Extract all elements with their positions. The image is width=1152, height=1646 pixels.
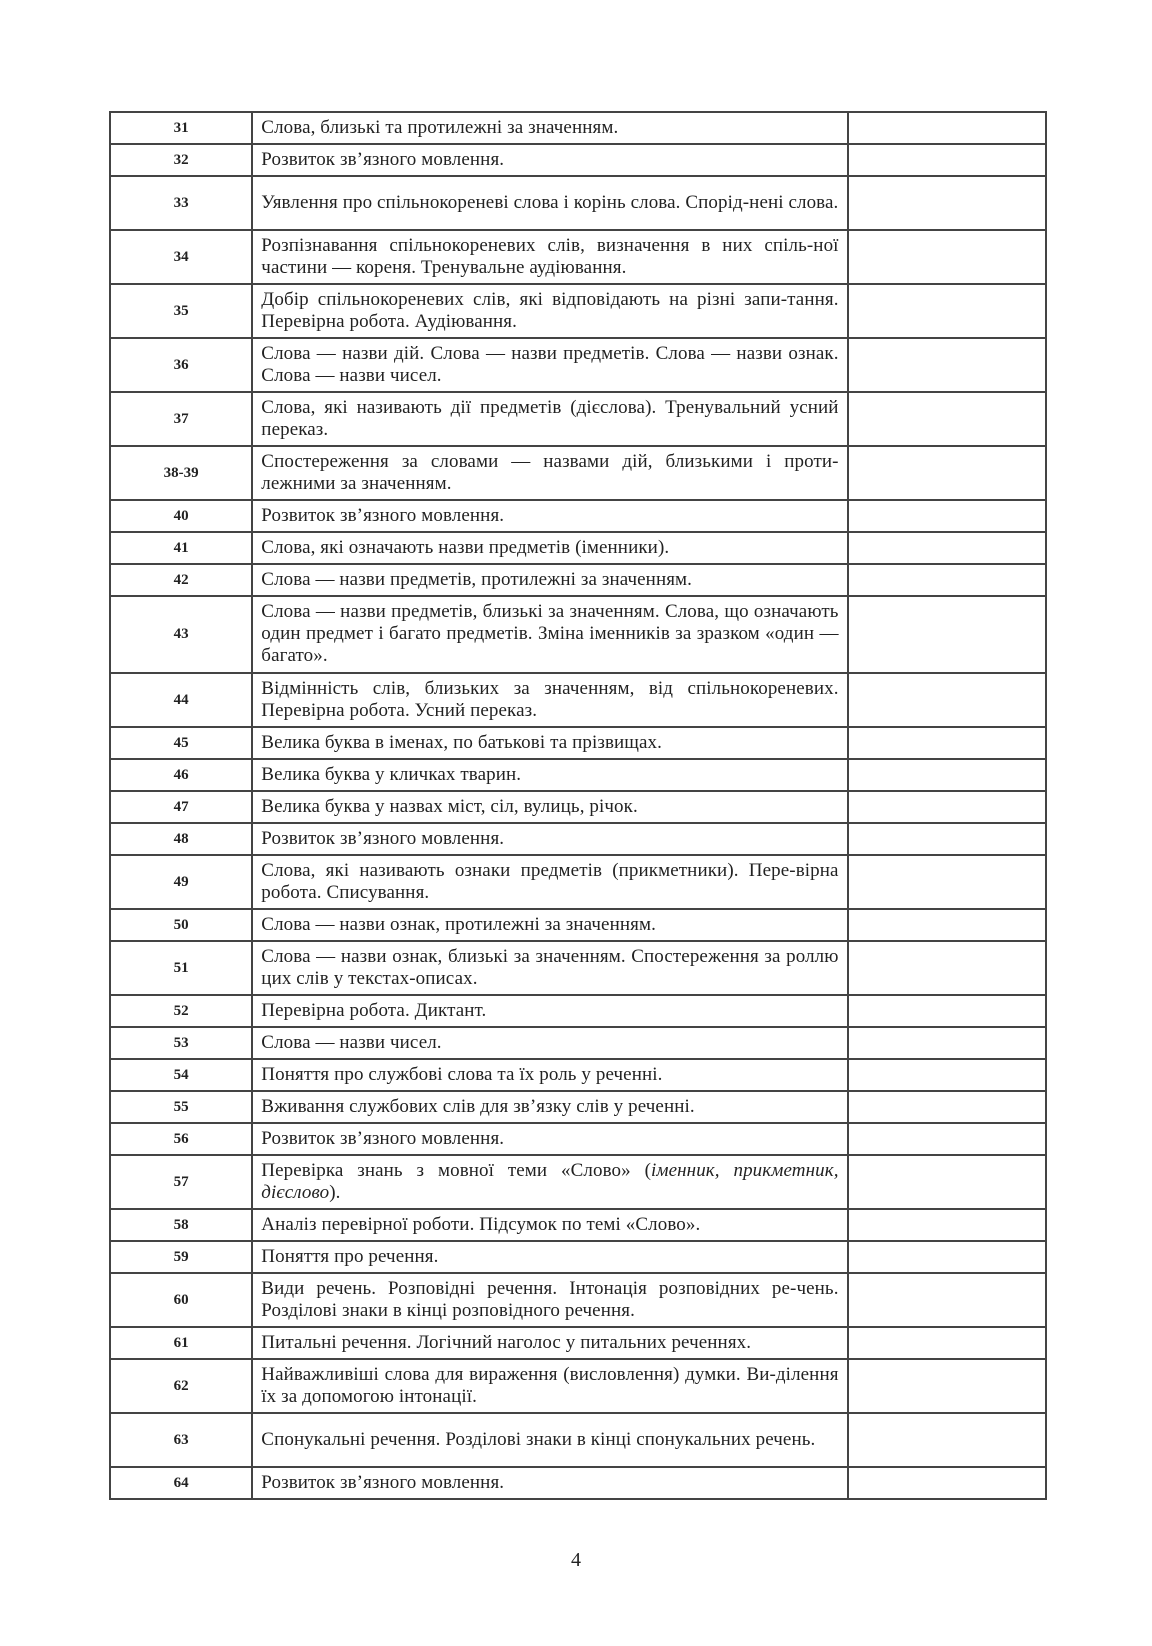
- lesson-topic: [252, 176, 847, 230]
- table-row: [110, 1359, 1046, 1413]
- table-row: [110, 176, 1046, 230]
- notes-cell: [848, 112, 1046, 144]
- notes-cell: [848, 1327, 1046, 1359]
- table-row: [110, 564, 1046, 596]
- lesson-topic-text: Найважливіші слова для вираження (висловлення) думки. Ви-ділення їх за допомогою інтонації.: [261, 1363, 839, 1407]
- lesson-topic-text: Слова — назви чисел.: [261, 1031, 442, 1053]
- table-row: [110, 727, 1046, 759]
- lesson-number: 64: [110, 1467, 252, 1499]
- table-row: [110, 1241, 1046, 1273]
- notes-cell: [848, 1209, 1046, 1241]
- lesson-topic-text: Уявлення про спільнокореневі слова і корінь слова. Спорід-нені слова.: [261, 191, 839, 213]
- lesson-topic-text: Спонукальні речення. Розділові знаки в кінці спонукальних речень.: [261, 1428, 816, 1450]
- lesson-number: 42: [110, 564, 252, 596]
- lesson-topic-text: Розвиток зв’язного мовлення.: [261, 827, 505, 849]
- lesson-topic-text: Спостереження за словами — назвами дій, близькими і проти-лежними за значенням.: [261, 450, 839, 494]
- lesson-topic-text: Аналіз перевірної роботи. Підсумок по темі «Слово».: [261, 1213, 701, 1235]
- table-row: [110, 823, 1046, 855]
- table-row: [110, 1091, 1046, 1123]
- lesson-topic-text: Розвиток зв’язного мовлення.: [261, 1471, 505, 1493]
- notes-cell: [848, 338, 1046, 392]
- notes-cell: [848, 284, 1046, 338]
- lesson-topic-text: Розпізнавання спільнокореневих слів, визначення в них спіль-ної частини — кореня. Тренувальне аудіювання.: [261, 234, 839, 278]
- table-row: [110, 909, 1046, 941]
- notes-cell: [848, 230, 1046, 284]
- lesson-topic-text: Слова — назви ознак, протилежні за значенням.: [261, 913, 656, 935]
- table-row: [110, 230, 1046, 284]
- lesson-topic: [252, 564, 847, 596]
- lesson-number: 38-39: [110, 446, 252, 500]
- lesson-number: 49: [110, 855, 252, 909]
- table-row: [110, 392, 1046, 446]
- table-row: [110, 112, 1046, 144]
- lesson-topic-text: Слова, які означають назви предметів (іменники).: [261, 536, 670, 558]
- table-row: [110, 144, 1046, 176]
- notes-cell: [848, 1155, 1046, 1209]
- lesson-number: 41: [110, 532, 252, 564]
- table-row: [110, 1123, 1046, 1155]
- lesson-topic: [252, 144, 847, 176]
- lesson-topic: [252, 1123, 847, 1155]
- lesson-topic: [252, 855, 847, 909]
- table-row: [110, 941, 1046, 995]
- lesson-number: 46: [110, 759, 252, 791]
- table-row: [110, 1327, 1046, 1359]
- lesson-topic: [252, 909, 847, 941]
- lesson-topic-text: Розвиток зв’язного мовлення.: [261, 148, 505, 170]
- lesson-number: 56: [110, 1123, 252, 1155]
- lesson-number: 36: [110, 338, 252, 392]
- lesson-number: 48: [110, 823, 252, 855]
- notes-cell: [848, 995, 1046, 1027]
- notes-cell: [848, 1027, 1046, 1059]
- lesson-topic-text: Розвиток зв’язного мовлення.: [261, 1127, 505, 1149]
- lesson-number: 52: [110, 995, 252, 1027]
- lesson-number: 57: [110, 1155, 252, 1209]
- lesson-topic-text: Перевірна робота. Диктант.: [261, 999, 487, 1021]
- lesson-topic: [252, 596, 847, 673]
- lesson-topic: [252, 941, 847, 995]
- notes-cell: [848, 1059, 1046, 1091]
- lesson-topic: [252, 727, 847, 759]
- lesson-topic-text: Поняття про службові слова та їх роль у реченні.: [261, 1063, 663, 1085]
- table-row: [110, 1155, 1046, 1209]
- notes-cell: [848, 1273, 1046, 1327]
- notes-cell: [848, 823, 1046, 855]
- table-row: [110, 284, 1046, 338]
- lesson-topic: [252, 759, 847, 791]
- lesson-number: 37: [110, 392, 252, 446]
- lesson-number: 55: [110, 1091, 252, 1123]
- lesson-topic-text: Види речень. Розповідні речення. Інтонація розповідних ре-чень. Розділові знаки в кінці розповідного речення.: [261, 1277, 839, 1321]
- notes-cell: [848, 1467, 1046, 1499]
- notes-cell: [848, 532, 1046, 564]
- lesson-number: 63: [110, 1413, 252, 1467]
- lesson-topic: [252, 1209, 847, 1241]
- table-row: [110, 759, 1046, 791]
- notes-cell: [848, 909, 1046, 941]
- lesson-topic-text: Вживання службових слів для зв’язку слів у реченні.: [261, 1095, 695, 1117]
- lesson-topic-text: Розвиток зв’язного мовлення.: [261, 504, 505, 526]
- notes-cell: [848, 855, 1046, 909]
- lesson-topic-text: Слова — назви предметів, протилежні за значенням.: [261, 568, 693, 590]
- notes-cell: [848, 727, 1046, 759]
- lesson-topic: [252, 112, 847, 144]
- lesson-topic-text: Велика буква у кличках тварин.: [261, 763, 522, 785]
- notes-cell: [848, 941, 1046, 995]
- lesson-topic: [252, 230, 847, 284]
- table-row: [110, 855, 1046, 909]
- notes-cell: [848, 144, 1046, 176]
- notes-cell: [848, 1413, 1046, 1467]
- lesson-number: 53: [110, 1027, 252, 1059]
- table-row: [110, 500, 1046, 532]
- lesson-number: 62: [110, 1359, 252, 1413]
- lesson-number: 47: [110, 791, 252, 823]
- lesson-topic-text: Слова — назви ознак, близькі за значенням. Спостереження за роллю цих слів у текстах-описах.: [261, 945, 839, 989]
- lesson-number: 32: [110, 144, 252, 176]
- lesson-topic: [252, 338, 847, 392]
- table-row: [110, 338, 1046, 392]
- notes-cell: [848, 791, 1046, 823]
- notes-cell: [848, 1123, 1046, 1155]
- notes-cell: [848, 759, 1046, 791]
- notes-cell: [848, 392, 1046, 446]
- lesson-plan-table-body: [110, 112, 1046, 1499]
- lesson-topic: [252, 1241, 847, 1273]
- lesson-topic: [252, 532, 847, 564]
- lesson-topic: [252, 500, 847, 532]
- lesson-number: 40: [110, 500, 252, 532]
- lesson-topic: [252, 673, 847, 727]
- notes-cell: [848, 1241, 1046, 1273]
- lesson-number: 50: [110, 909, 252, 941]
- lesson-topic: [252, 1327, 847, 1359]
- lesson-number: 59: [110, 1241, 252, 1273]
- lesson-number: 60: [110, 1273, 252, 1327]
- lesson-number: 43: [110, 596, 252, 673]
- notes-cell: [848, 1091, 1046, 1123]
- lesson-number: 51: [110, 941, 252, 995]
- notes-cell: [848, 500, 1046, 532]
- lesson-topic-text: ).: [329, 1181, 341, 1203]
- notes-cell: [848, 564, 1046, 596]
- lesson-number: 61: [110, 1327, 252, 1359]
- table-row: [110, 673, 1046, 727]
- lesson-topic: [252, 1091, 847, 1123]
- table-row: [110, 532, 1046, 564]
- table-row: [110, 596, 1046, 673]
- lesson-topic-text: Слова, які називають дії предметів (дієслова). Тренувальний усний переказ.: [261, 396, 839, 440]
- lesson-number: 54: [110, 1059, 252, 1091]
- table-row: [110, 1413, 1046, 1467]
- lesson-number: 34: [110, 230, 252, 284]
- lesson-topic-text: Відмінність слів, близьких за значенням, від спільнокореневих. Перевірна робота. Усний переказ.: [261, 677, 839, 721]
- lesson-topic-emphasis: іменник, прикметник, дієслово: [261, 1159, 839, 1203]
- table-row: [110, 995, 1046, 1027]
- lesson-topic: [252, 446, 847, 500]
- table-row: [110, 791, 1046, 823]
- table-row: [110, 446, 1046, 500]
- lesson-topic-text: Питальні речення. Логічний наголос у питальних реченнях.: [261, 1331, 752, 1353]
- lesson-number: 33: [110, 176, 252, 230]
- lesson-plan-table: [109, 111, 1047, 1500]
- lesson-topic-text: Велика буква в іменах, по батькові та прізвищах.: [261, 731, 662, 753]
- lesson-topic: [252, 995, 847, 1027]
- lesson-topic-text: Поняття про речення.: [261, 1245, 439, 1267]
- table-row: [110, 1027, 1046, 1059]
- lesson-topic: [252, 1155, 847, 1209]
- lesson-topic: [252, 791, 847, 823]
- notes-cell: [848, 176, 1046, 230]
- lesson-topic: [252, 1059, 847, 1091]
- lesson-topic-text: Слова, близькі та протилежні за значенням.: [261, 116, 619, 138]
- lesson-topic: [252, 1273, 847, 1327]
- lesson-number: 58: [110, 1209, 252, 1241]
- lesson-topic: [252, 1027, 847, 1059]
- page-number: 4: [571, 1549, 581, 1571]
- lesson-topic-text: Велика буква у назвах міст, сіл, вулиць, річок.: [261, 795, 638, 817]
- notes-cell: [848, 446, 1046, 500]
- lesson-topic-text: Добір спільнокореневих слів, які відповідають на різні запи-тання. Перевірна робота. Аудіювання.: [261, 288, 839, 332]
- notes-cell: [848, 1359, 1046, 1413]
- lesson-topic-text: Перевірка знань з мовної теми «Слово» (: [261, 1159, 651, 1181]
- table-row: [110, 1059, 1046, 1091]
- lesson-topic-text: Слова — назви предметів, близькі за значенням. Слова, що означають один предмет і багато предметів. Зміна іменників за зразком «один — багато».: [261, 601, 839, 666]
- lesson-topic: [252, 284, 847, 338]
- table-row: [110, 1273, 1046, 1327]
- table-row: [110, 1467, 1046, 1499]
- lesson-number: 45: [110, 727, 252, 759]
- lesson-topic: [252, 1359, 847, 1413]
- lesson-topic: [252, 1413, 847, 1467]
- notes-cell: [848, 596, 1046, 673]
- lesson-number: 44: [110, 673, 252, 727]
- table-row: [110, 1209, 1046, 1241]
- lesson-topic-text: Слова — назви дій. Слова — назви предметів. Слова — назви ознак. Слова — назви чисел.: [261, 342, 839, 386]
- lesson-topic: [252, 1467, 847, 1499]
- lesson-topic: [252, 392, 847, 446]
- notes-cell: [848, 673, 1046, 727]
- lesson-topic-text: Слова, які називають ознаки предметів (прикметники). Пере-вірна робота. Списування.: [261, 859, 839, 903]
- lesson-topic: [252, 823, 847, 855]
- lesson-number: 31: [110, 112, 252, 144]
- lesson-number: 35: [110, 284, 252, 338]
